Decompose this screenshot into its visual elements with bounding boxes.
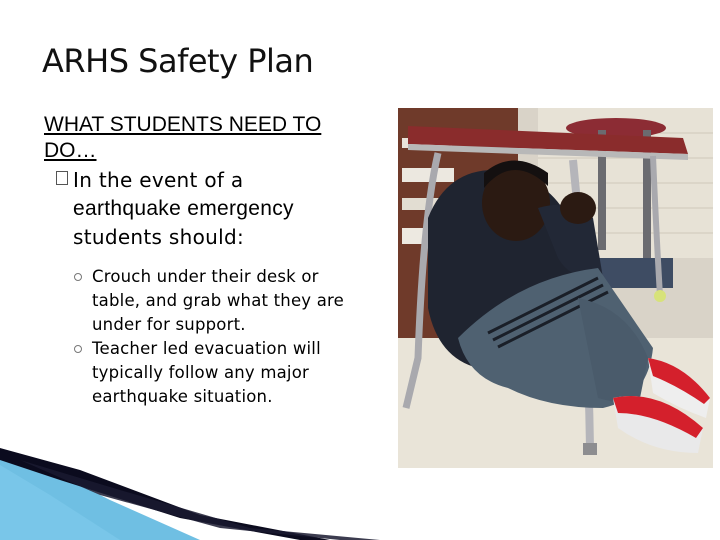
sub-bullet-item: [72, 265, 364, 337]
slide-title: ARHS Safety Plan: [42, 42, 314, 80]
main-bullet: [44, 166, 364, 251]
subheading: WHAT STUDENTS NEED TO DO…: [44, 113, 322, 162]
decorative-swoosh: [0, 440, 380, 540]
sub-bullet-item: [72, 337, 364, 409]
square-bullet-icon: [56, 171, 68, 185]
circle-bullet-icon: [74, 345, 82, 353]
bullet-text-part2: students should:: [73, 225, 245, 249]
circle-bullet-icon: [74, 273, 82, 281]
slide-content: [44, 112, 364, 409]
bullet-emphasis: earthquake emergency: [73, 197, 294, 220]
sub-bullet-text: Crouch under their desk or table, and grab what they are under for support.: [92, 267, 345, 334]
sub-bullet-list: [44, 265, 364, 409]
sub-bullet-text: Teacher led evacuation will typically follow any major earthquake situation.: [92, 339, 321, 406]
student-under-desk-photo: [398, 108, 713, 468]
bullet-text-part1: In the event of a: [73, 168, 244, 192]
